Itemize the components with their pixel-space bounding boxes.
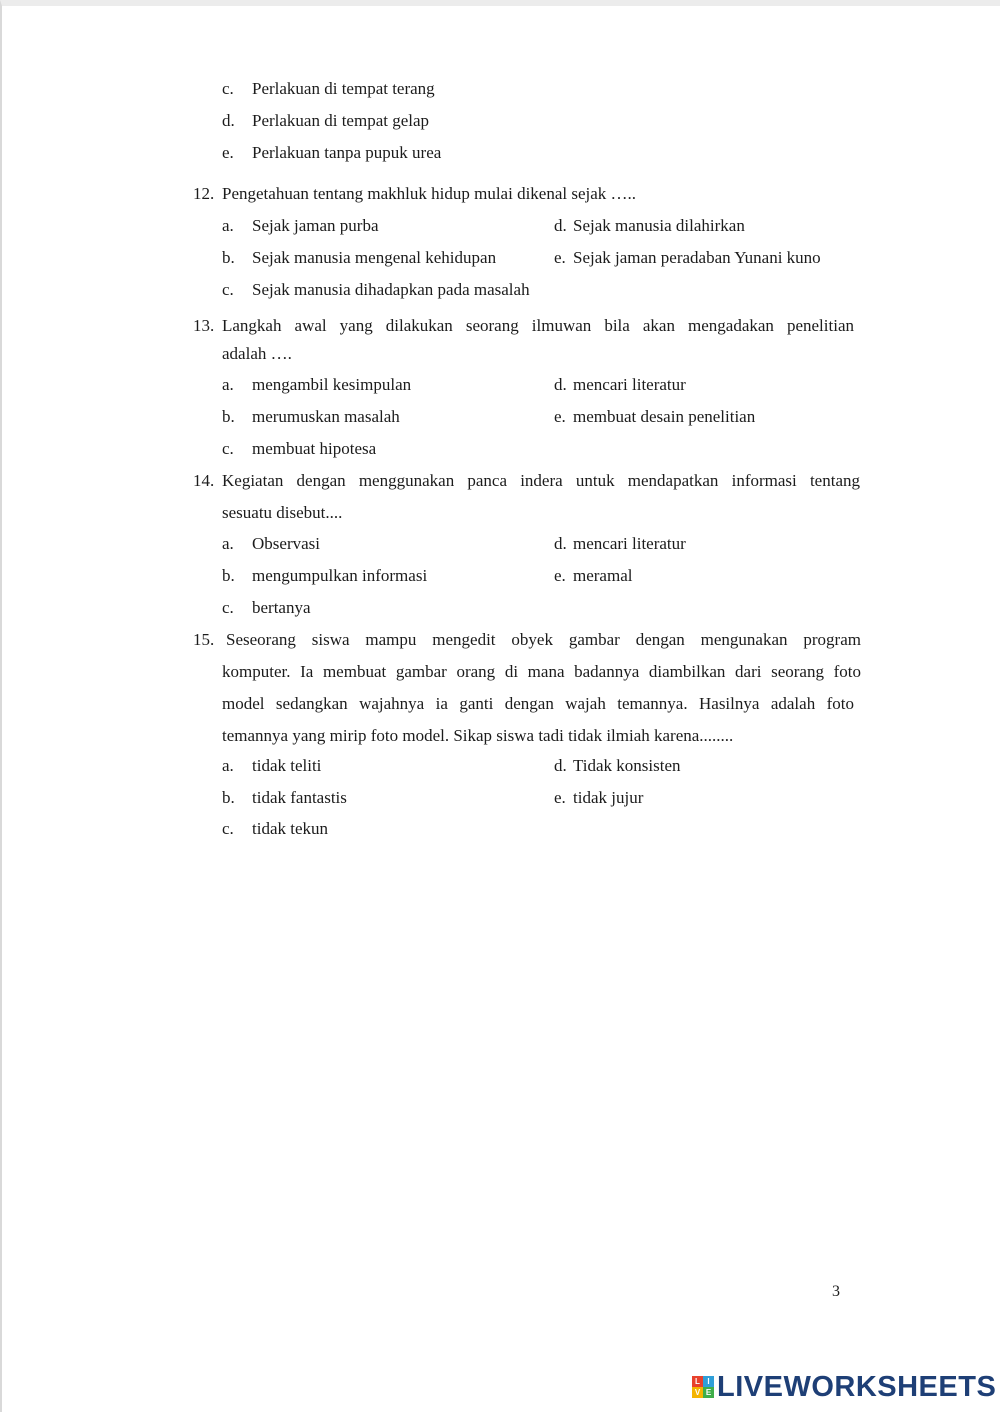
option-text: merumuskan masalah (252, 407, 400, 426)
option-letter: a. (222, 216, 234, 235)
option-text: Observasi (252, 534, 320, 553)
option-text: tidak jujur (573, 788, 644, 807)
option-text: mengambil kesimpulan (252, 375, 412, 394)
option-letter: d. (554, 375, 567, 394)
option-text: Sejak jaman purba (252, 216, 379, 235)
option-letter: e. (554, 566, 566, 585)
option-text: Sejak manusia mengenal kehidupan (252, 248, 497, 267)
option-text: tidak teliti (252, 756, 322, 775)
option-letter: c. (222, 598, 234, 617)
page-number: 3 (832, 1283, 840, 1300)
option-letter: e. (554, 407, 566, 426)
question-stem-line: model sedangkan wajahnya ia ganti dengan wajah temannya. Hasilnya adalah foto (222, 694, 854, 713)
question-number: 12. (193, 184, 215, 203)
question-stem-line: Langkah awal yang dilakukan seorang ilmuwan bila akan mengadakan penelitian (222, 316, 854, 335)
option-letter: c. (222, 819, 234, 838)
question-stem-line: Seseorang siswa mampu mengedit obyek gambar dengan mengunakan program (226, 630, 861, 649)
option-text: bertanya (252, 598, 311, 617)
option-letter: c. (222, 280, 234, 299)
question-stem-line: Kegiatan dengan menggunakan panca indera untuk mendapatkan informasi tentang (222, 471, 860, 490)
option-letter: a. (222, 375, 234, 394)
option-letter: b. (222, 788, 235, 807)
question-number: 14. (193, 471, 215, 490)
option-letter: b. (222, 248, 235, 267)
option-text: tidak tekun (252, 819, 329, 838)
question-number: 15. (193, 630, 215, 649)
logo-letter-e: E (703, 1387, 714, 1398)
option-letter: d. (554, 756, 567, 775)
option-letter: b. (222, 566, 235, 585)
option-letter: e. (554, 248, 566, 267)
option-letter: d. (222, 111, 235, 130)
option-letter: e. (554, 788, 566, 807)
option-text: Sejak manusia dihadapkan pada masalah (252, 280, 530, 299)
logo-letter-v: V (692, 1387, 703, 1398)
option-text: mencari literatur (573, 534, 686, 553)
liveworksheets-logo-icon (692, 1376, 714, 1398)
option-text: Perlakuan di tempat terang (252, 79, 435, 98)
option-text: Tidak konsisten (573, 756, 681, 775)
liveworksheets-wordmark: LIVEWORKSHEETS (717, 1370, 997, 1403)
option-text: Sejak manusia dilahirkan (573, 216, 745, 235)
option-text: Sejak jaman peradaban Yunani kuno (573, 248, 821, 267)
question-stem: Pengetahuan tentang makhluk hidup mulai dikenal sejak ….. (222, 184, 637, 203)
option-letter: b. (222, 407, 235, 426)
option-text: membuat hipotesa (252, 439, 377, 458)
question-number: 13. (193, 316, 215, 335)
logo-letter-i: I (703, 1376, 714, 1387)
option-letter: c. (222, 79, 234, 98)
option-letter: a. (222, 534, 234, 553)
option-text: meramal (573, 566, 633, 585)
liveworksheets-logo[interactable] (692, 1372, 996, 1402)
option-text: tidak fantastis (252, 788, 347, 807)
option-text: mencari literatur (573, 375, 686, 394)
option-letter: d. (554, 534, 567, 553)
option-text: membuat desain penelitian (573, 407, 756, 426)
question-stem-line: sesuatu disebut.... (222, 503, 343, 522)
option-letter: a. (222, 756, 234, 775)
option-text: mengumpulkan informasi (252, 566, 428, 585)
question-stem-line: komputer. Ia membuat gambar orang di mana badannya diambilkan dari seorang foto (222, 662, 861, 681)
option-letter: c. (222, 439, 234, 458)
question-stem-line: adalah …. (222, 344, 292, 363)
option-letter: e. (222, 143, 234, 162)
option-text: Perlakuan tanpa pupuk urea (252, 143, 442, 162)
logo-letter-l: L (692, 1376, 703, 1387)
option-text: Perlakuan di tempat gelap (252, 111, 430, 130)
option-letter: d. (554, 216, 567, 235)
question-stem-line: temannya yang mirip foto model. Sikap siswa tadi tidak ilmiah karena........ (222, 726, 734, 745)
